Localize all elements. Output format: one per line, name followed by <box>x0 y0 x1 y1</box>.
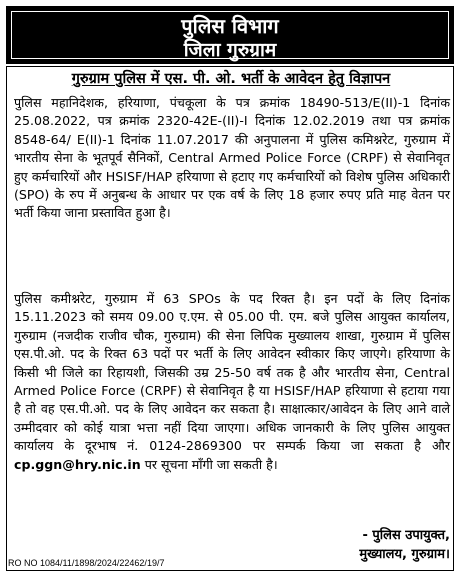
header-department: पुलिस विभाग <box>181 14 279 38</box>
signature-designation: - पुलिस उपायुक्त, <box>362 528 450 543</box>
release-order-number: RO NO 1084/11/1898/2024/22462/19/7 <box>8 558 165 568</box>
contact-email: cp.ggn@hry.nic.in <box>14 456 141 472</box>
notice-title: गुरुग्राम पुलिस में एस. पी. ओ. भर्ती के आवेदन हेतु विज्ञापन <box>71 71 391 87</box>
paragraph-2-text: पुलिस कमीश्नरेट, गुरुग्राम में 63 SPOs के पद रिक्त है। इन पदों के लिए दिनांक 15.11.2023 को समय 09.00 ए.एम. से 05.00 पी. एम. बजे पुलिस आयुक्त कार्यालय, गुरुग्राम (नजदीक राजीव चौक, गुरुग्राम) की सेना लिपिक मुख्यालय शाखा, गुरुग्राम में पुलिस एस.पी.ओ. पद के रिक्त 63 पदों पर भर्ती के लिए आवेदन स्वीकार किए जाएगे। हरियाणा के किसी भी जिले का रिहायशी, जिसकी उम्र 25-50 वर्ष तक है और भारतीय सेना, Central Armed Police Force (CRPF) से सेवानिवृत है या HSISF/HAP हरियाणा से हटाया गया है तो वह एस.पी.ओ. पद के लिए आवेदन कर सकता है। साक्षात्कार/आवेदन के लिए आने वाले उम्मीदवार को कोई यात्रा भत्ता नहीं दिया जाएगा। अधिक जानकारी के लिए पुलिस आयुक्त कार्यालय के दूरभाष नं. 0124-2869300 पर सम्पर्क किया जा सकता है और <box>14 291 451 454</box>
header-district: जिला गुरुग्राम <box>183 39 277 61</box>
email-suffix-text: पर सूचना माँगी जा सकती है। <box>140 456 278 472</box>
signature-office: मुख्यालय, गुरुग्राम। <box>359 547 450 562</box>
department-header <box>6 6 454 64</box>
notice-paragraph-1: पुलिस महानिदेशक, हरियाणा, पंचकूला के पत्र क्रमांक 18490-513/E(II)-1 दिनांक 25.08.2022, पत्र क्रमांक 2320-42E-(II)-I दिनांक 12.02.2019 तथा पत्र क्रमांक 8548-64/ E(II)-1 दिनांक 11.07.2017 की अनुपालना में पुलिस कमिश्नरेट, गुरुग्राम में भारतीय सेना के भूतपूर्व सैनिकों, Central Armed Police Force (CRPF) से सेवानिवृत हुए कर्मचारियों और HSISF/HAP हरियाणा से हटाए गए कर्मचारियों को विशेष पुलिस अधिकारी (SPO) के रुप में अनुबन्ध के आधार पर एक वर्ष के लिए 18 हजार रुपए प्रति माह वेतन पर भर्ती किया जाना प्रस्तावित हुआ है। <box>14 95 450 221</box>
notice-paragraph-2 <box>14 290 450 474</box>
